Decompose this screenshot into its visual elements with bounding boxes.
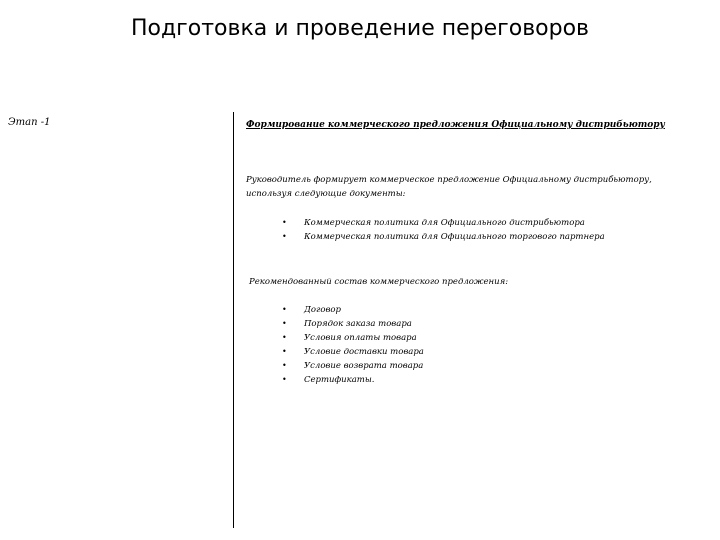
list-item-text: Условие возврата товара (304, 361, 424, 371)
list-item-text: Договор (304, 305, 341, 315)
intro-paragraph: Руководитель формирует коммерческое предложение Официальному дистрибьютору, используя следующие документы: (246, 175, 652, 199)
list-item (282, 373, 424, 387)
stage-label: Этап -1 (8, 117, 51, 128)
list-item-text: Условия оплаты товара (304, 333, 417, 343)
list-item-text: Коммерческая политика для Официального торгового партнера (304, 232, 605, 242)
bullet-icon: • (282, 361, 287, 370)
structure-list (282, 303, 424, 387)
bullet-icon: • (282, 333, 287, 342)
content-panel (246, 0, 706, 540)
slide-title: Подготовка и проведение переговоров (130, 16, 590, 41)
section-heading: Формирование коммерческого предложения Официальному дистрибьютору (246, 120, 665, 130)
bullet-icon: • (282, 319, 287, 328)
list-item (282, 331, 424, 345)
list-item (282, 317, 424, 331)
list-item-text: Сертификаты. (304, 375, 375, 385)
structure-heading: Рекомендованный состав коммерческого предложения: (249, 277, 509, 287)
list-item (282, 359, 424, 373)
list-item (282, 216, 605, 230)
list-item (282, 303, 424, 317)
list-item (282, 230, 605, 244)
list-item-text: Порядок заказа товара (304, 319, 412, 329)
bullet-icon: • (282, 218, 287, 227)
bullet-icon: • (282, 305, 287, 314)
list-item (282, 345, 424, 359)
bullet-icon: • (282, 232, 287, 241)
bullet-icon: • (282, 347, 287, 356)
vertical-divider (233, 112, 234, 528)
documents-list (282, 216, 605, 244)
bullet-icon: • (282, 375, 287, 384)
list-item-text: Коммерческая политика для Официального дистрибьютора (304, 218, 585, 228)
list-item-text: Условие доставки товара (304, 347, 424, 357)
